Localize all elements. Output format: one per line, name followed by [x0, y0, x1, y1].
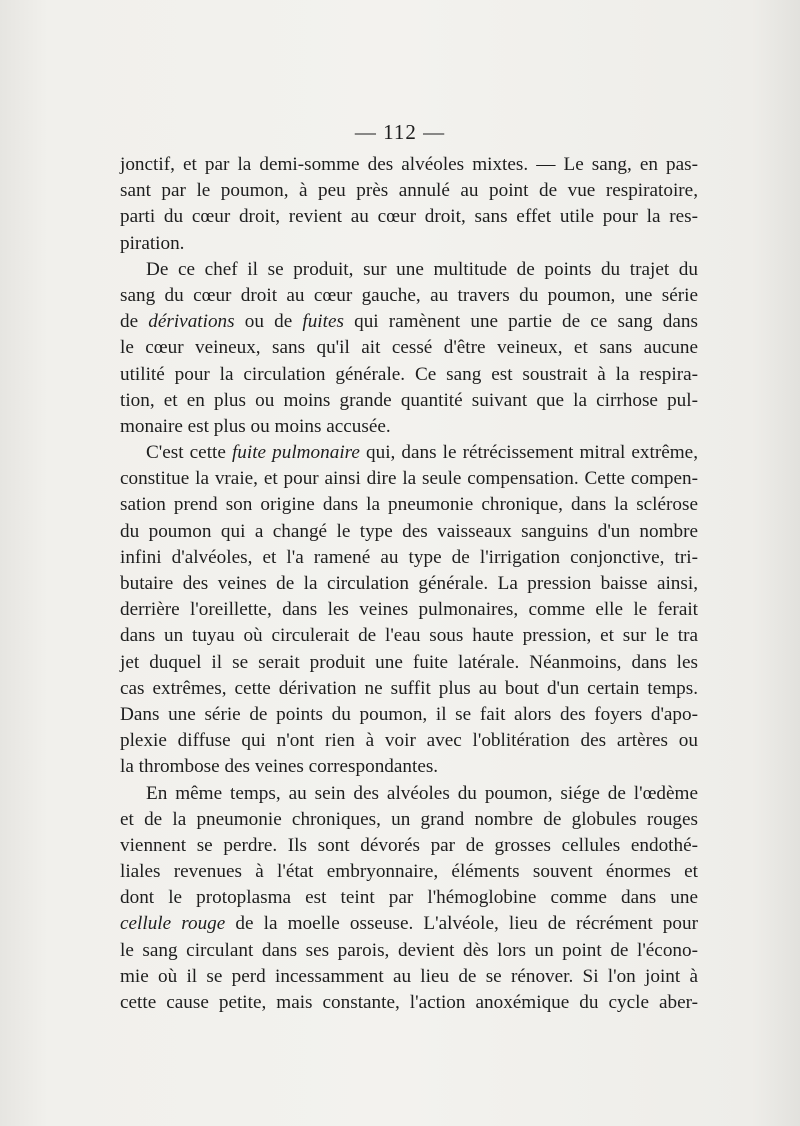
text-line: parti du cœur droit, revient au cœur droit, sans effet utile pour la res- [120, 206, 698, 228]
paragraph [120, 440, 698, 780]
italic-term: fuites [302, 311, 344, 333]
text-line: monaire est plus ou moins accusée. [120, 415, 391, 437]
text-line: cas extrêmes, cette dérivation ne suffit plus au bout d'un certain temps. [120, 677, 698, 699]
text-line: le cœur veineux, sans qu'il ait cessé d'être veineux, et sans aucune [120, 337, 698, 359]
paragraph [120, 781, 698, 1017]
text-line: cellule rouge de la moelle osseuse. L'alvéole, lieu de récrément pour [120, 913, 698, 935]
text-line: le sang circulant dans ses parois, devient dès lors un point de l'écono- [120, 939, 698, 961]
text-line: liales revenues à l'état embryonnaire, éléments souvent énormes et [120, 861, 698, 883]
text-line: De ce chef il se produit, sur une multitude de points du trajet du [146, 258, 698, 280]
text-line: En même temps, au sein des alvéoles du poumon, siége de l'œdème [146, 782, 698, 804]
text-line: plexie diffuse qui n'ont rien à voir avec l'oblitération des artères ou [120, 730, 698, 752]
text-line: sant par le poumon, à peu près annulé au point de vue respiratoire, [120, 180, 698, 202]
text-line: viennent se perdre. Ils sont dévorés par de grosses cellules endothé- [120, 834, 698, 856]
text-line: la thrombose des veines correspondantes. [120, 756, 439, 778]
text-line: jet duquel il se serait produit une fuite latérale. Néanmoins, dans les [120, 651, 698, 673]
text-line: de dérivations ou de fuites qui ramènent une partie de ce sang dans [120, 311, 698, 333]
text-line: et de la pneumonie chroniques, un grand nombre de globules rouges [120, 808, 698, 830]
text-line: jonctif, et par la demi-somme des alvéoles mixtes. — Le sang, en pas- [120, 154, 698, 175]
text-line: derrière l'oreillette, dans les veines pulmonaires, comme elle le ferait [120, 599, 698, 621]
body-text [120, 152, 698, 1016]
text-line: constitue la vraie, et pour ainsi dire la seule compensation. Cette compen- [120, 468, 698, 490]
italic-term: cellule rouge [120, 913, 226, 935]
text-line: C'est cette fuite pulmonaire qui, dans le rétrécissement mitral extrême, [146, 442, 698, 464]
text-line: infini d'alvéoles, et l'a ramené au type de l'irrigation conjonctive, tri- [120, 546, 698, 568]
text-line: dans un tuyau où circulerait de l'eau sous haute pression, et sur le tra [120, 625, 698, 647]
italic-term: fuite pulmonaire [231, 442, 360, 464]
text-line: cette cause petite, mais constante, l'action anoxémique du cycle aber- [120, 992, 698, 1013]
paragraph [120, 257, 698, 440]
text-line: du poumon qui a changé le type des vaisseaux sanguins d'un nombre [120, 520, 698, 542]
text-line: piration. [120, 232, 185, 254]
italic-term: dérivations [148, 311, 235, 333]
text-line: Dans une série de points du poumon, il se fait alors des foyers d'apo- [120, 703, 698, 725]
text-line: sang du cœur droit au cœur gauche, au travers du poumon, une série [120, 284, 698, 306]
text-line: utilité pour la circulation générale. Ce sang est soustrait à la respira- [120, 363, 698, 385]
text-line: sation prend son origine dans la pneumonie chronique, dans la sclérose [120, 494, 698, 516]
page-number: — 112 — [354, 120, 446, 144]
text-line: tion, et en plus ou moins grande quantité suivant que la cirrhose pul- [120, 389, 698, 411]
text-line: mie où il se perd incessamment au lieu de se rénover. Si l'on joint à [120, 965, 698, 987]
text-line: dont le protoplasma est teint par l'hémoglobine comme dans une [120, 887, 698, 909]
paragraph [120, 152, 698, 257]
text-line: butaire des veines de la circulation générale. La pression baisse ainsi, [120, 573, 698, 594]
